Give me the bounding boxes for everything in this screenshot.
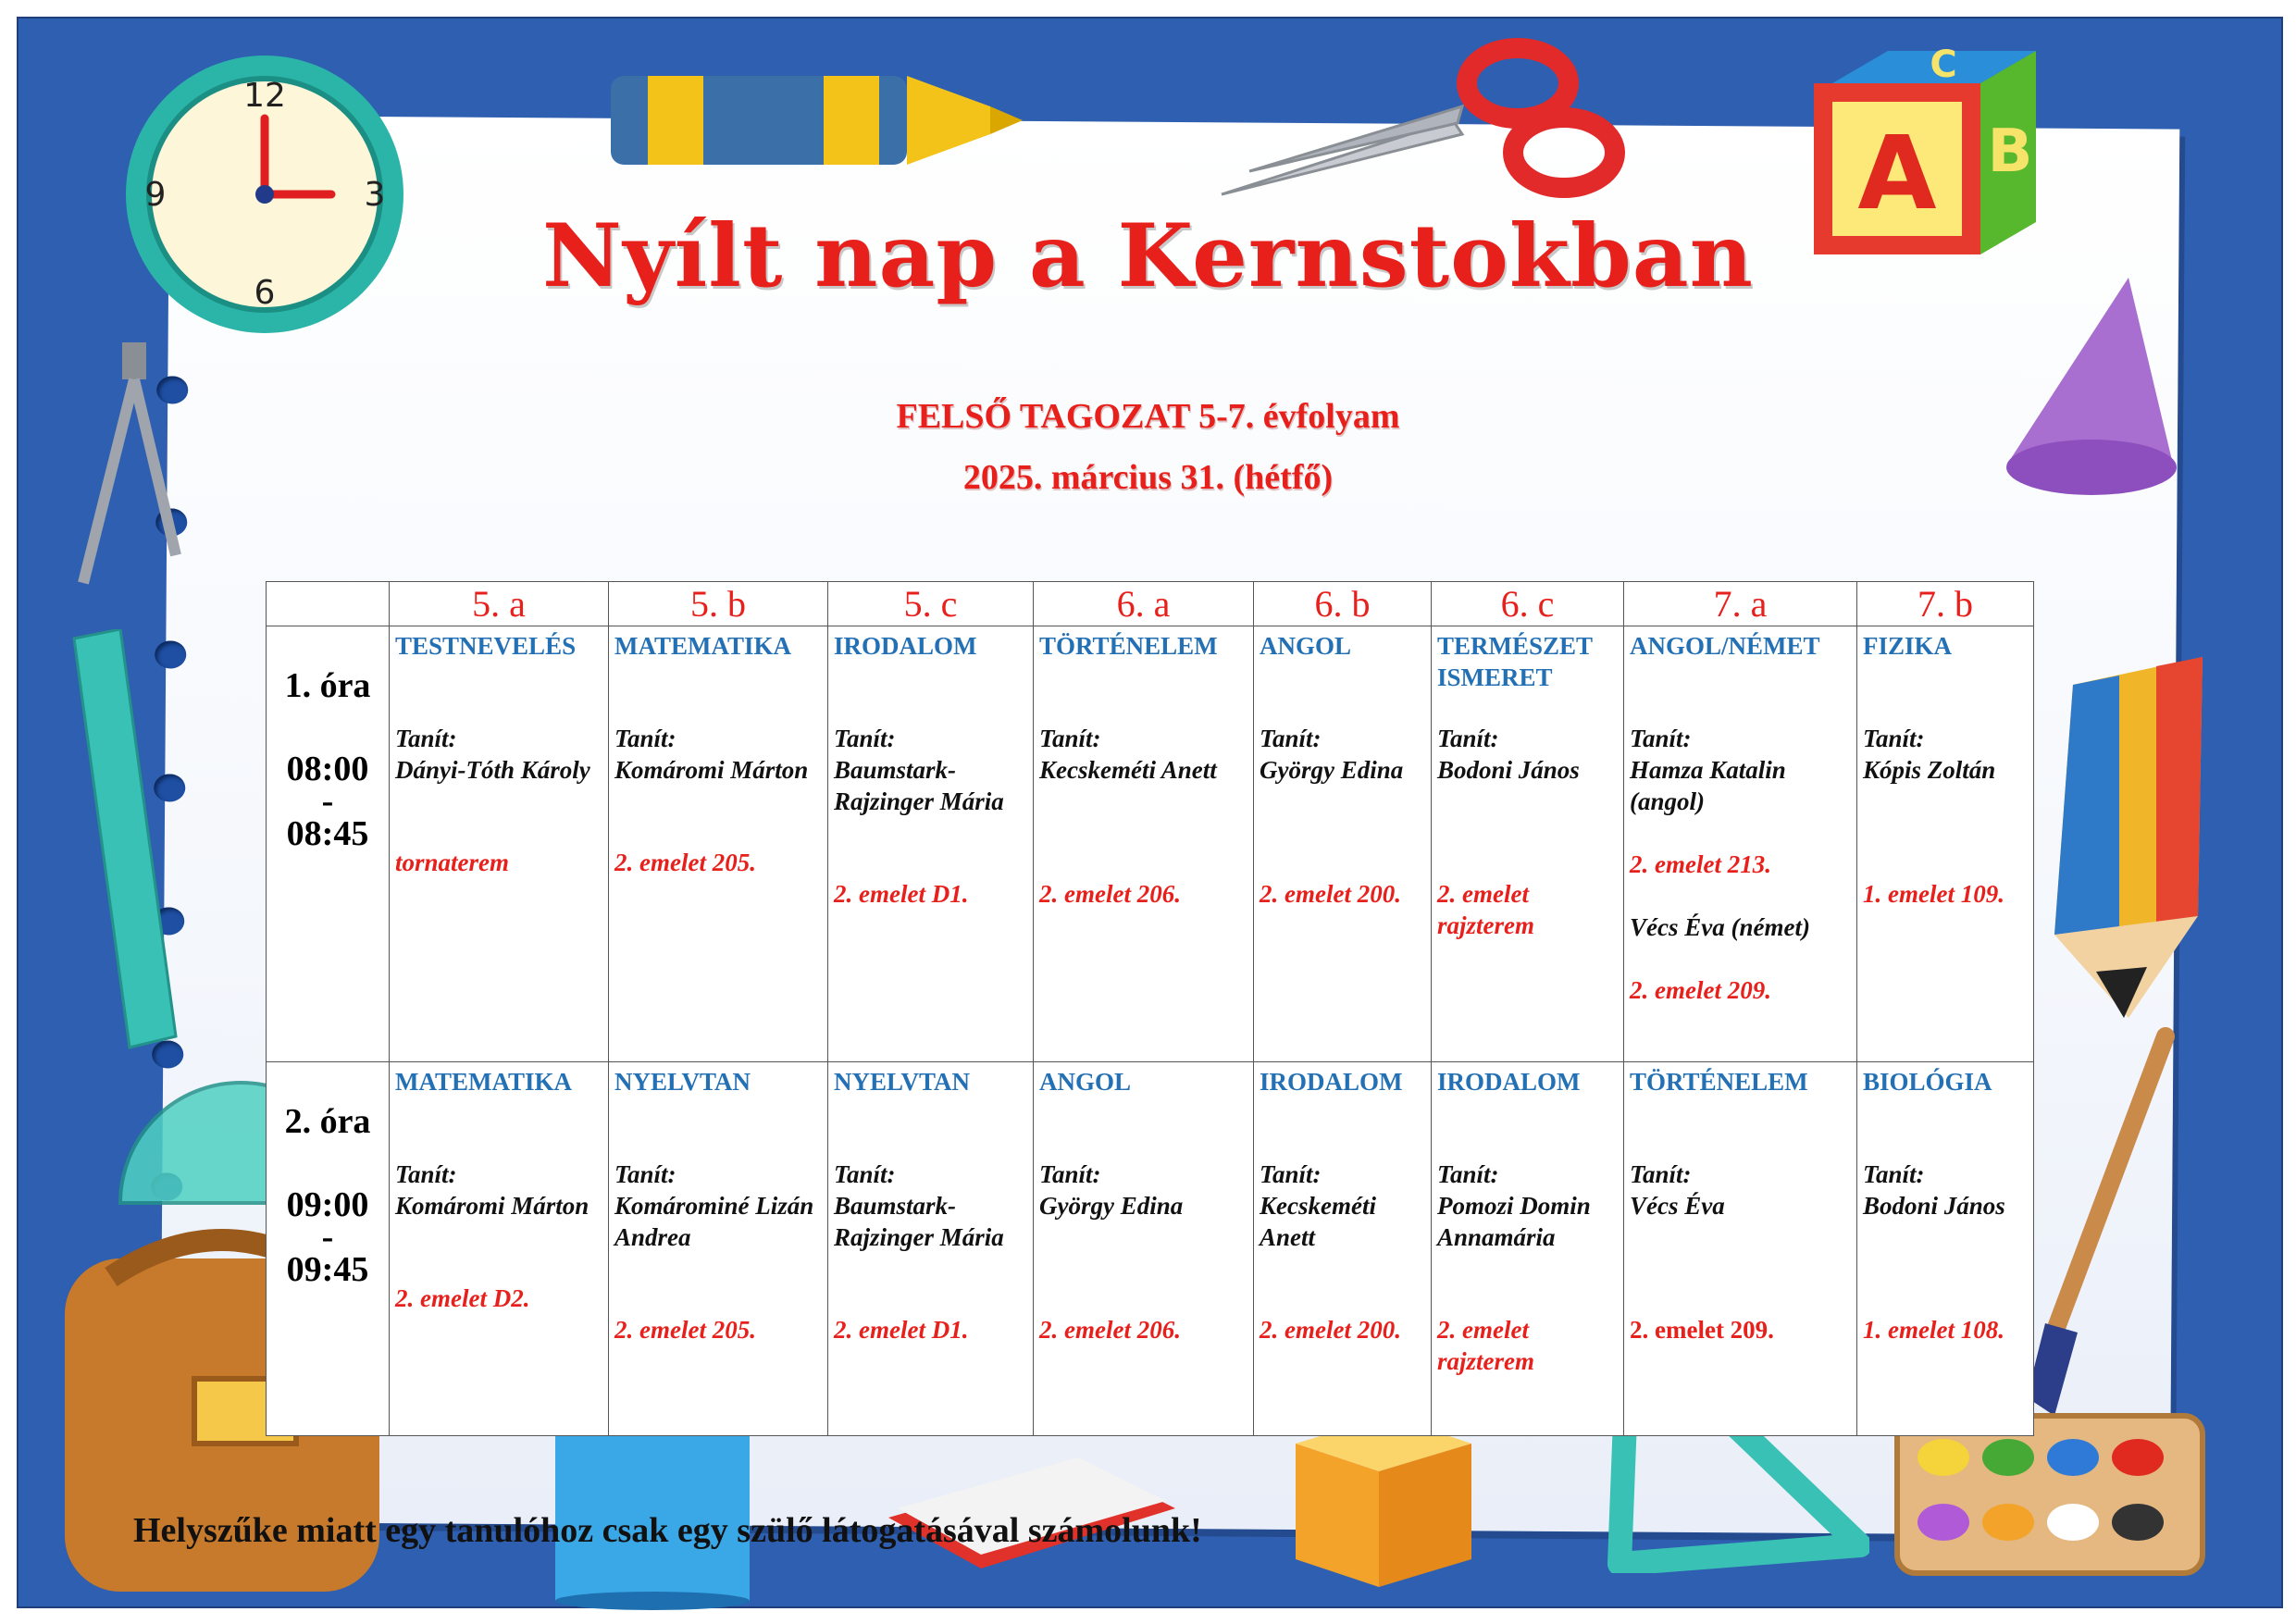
- lesson-cell: [1034, 1061, 1254, 1435]
- subject: IRODALOM: [834, 632, 977, 661]
- teacher-name: Kecskeméti Anett: [1260, 1191, 1376, 1251]
- lesson-cell: [828, 626, 1034, 1062]
- room: 2. emelet 206.: [1039, 1315, 1181, 1344]
- pencil-icon: [2017, 648, 2221, 1036]
- room: 1. emelet 109.: [1863, 880, 2004, 909]
- class-header: 6. b: [1254, 582, 1432, 626]
- period-label: 2. óra: [284, 1101, 371, 1141]
- teacher-name: Kecskeméti Anett: [1039, 756, 1217, 785]
- teacher-name: Komáromi Márton: [614, 756, 809, 785]
- room: 2. emelet D1.: [834, 880, 969, 909]
- paintbrush-icon: [2017, 1027, 2184, 1434]
- teacher-label: Tanít:: [1039, 1159, 1101, 1188]
- clock-number: 9: [144, 176, 167, 214]
- subject: MATEMATIKA: [614, 632, 791, 661]
- teacher-name: Bodoni János: [1863, 1191, 2005, 1220]
- subject: TÖRTÉNELEM: [1630, 1067, 1808, 1096]
- teacher-label: Tanít:: [1863, 725, 1925, 753]
- teacher-label: Tanít:: [834, 725, 896, 753]
- period-dash: -: [321, 1217, 334, 1257]
- subject: TESTNEVELÉS: [395, 632, 577, 661]
- room: 2. emelet 205.: [614, 849, 756, 877]
- class-header: 6. c: [1432, 582, 1624, 626]
- period-dash: -: [321, 782, 334, 822]
- room: 2. emelet 200.: [1260, 1315, 1401, 1344]
- teacher-label: Tanít:: [1260, 1159, 1322, 1188]
- header-row: [267, 582, 2034, 626]
- subject: BIOLÓGIA: [1863, 1067, 1992, 1096]
- teacher-label: Tanít:: [1437, 1159, 1499, 1188]
- teacher-name: Dányi-Tóth Károly: [395, 756, 590, 785]
- teacher-name: Kópis Zoltán: [1863, 756, 1996, 785]
- subject: NYELVTAN: [614, 1067, 751, 1096]
- teacher-name: Baumstark-Rajzinger Mária: [834, 1191, 1004, 1251]
- teacher-label: Tanít:: [1260, 725, 1322, 753]
- teacher-name: Pomozi Domin Annamária: [1437, 1191, 1591, 1251]
- lesson-cell: [1034, 626, 1254, 1062]
- subject: IRODALOM: [1260, 1067, 1403, 1096]
- teacher-name: Komáromi Márton: [395, 1191, 590, 1220]
- subject: ANGOL/NÉMET: [1630, 632, 1820, 661]
- lesson-cell: [1254, 1061, 1432, 1435]
- lesson-cell: [1254, 626, 1432, 1062]
- footer-note: Helyszűke miatt egy tanulóhoz csak egy szülő látogatásával számolunk!: [133, 1511, 1202, 1550]
- lesson-cell: [1624, 626, 1857, 1062]
- subject: TÖRTÉNELEM: [1039, 632, 1218, 661]
- lesson-cell: [1857, 1061, 2034, 1435]
- lesson-cell: [609, 1061, 828, 1435]
- table-row: [267, 626, 2034, 1062]
- room: 1. emelet 108.: [1863, 1315, 2004, 1344]
- period-start: 08:00: [286, 750, 369, 789]
- teacher-name: Bodoni János: [1437, 756, 1580, 785]
- lesson-cell: [1624, 1061, 1857, 1435]
- subject: ANGOL: [1039, 1067, 1132, 1096]
- room: 2. emelet D2.: [395, 1283, 530, 1312]
- block-letter: A: [1857, 114, 1937, 232]
- teacher-label: Tanít:: [834, 1159, 896, 1188]
- clock-number: 3: [364, 176, 386, 214]
- teacher-name-2: Vécs Éva (német): [1630, 913, 1810, 942]
- period-label: 1. óra: [284, 666, 371, 706]
- class-header: 5. b: [609, 582, 828, 626]
- lesson-cell: [1432, 1061, 1624, 1435]
- class-header: 5. a: [390, 582, 609, 626]
- subtitle-grade: FELSŐ TAGOZAT 5-7. évfolyam: [896, 397, 1400, 436]
- lesson-cell: [390, 626, 609, 1062]
- subtitle-date: 2025. március 31. (hétfő): [962, 458, 1334, 497]
- page-title: Nyílt nap a Kernstokban: [542, 205, 1754, 307]
- period-end: 09:45: [286, 1249, 369, 1289]
- teacher-name: Vécs Éva: [1630, 1191, 1725, 1220]
- room: 2. emelet 206.: [1039, 880, 1181, 909]
- room-2: 2. emelet 209.: [1630, 976, 1771, 1005]
- lesson-cell: [1857, 626, 2034, 1062]
- teacher-label: Tanít:: [1630, 725, 1692, 753]
- subject: ANGOL: [1260, 632, 1352, 661]
- period-cell: [267, 1061, 390, 1435]
- teacher-name: Komárominé Lizán Andrea: [614, 1191, 814, 1251]
- teacher-name: György Edina: [1260, 756, 1404, 785]
- block-letter: B: [1987, 118, 2033, 186]
- subject: IRODALOM: [1437, 1067, 1581, 1096]
- ruler-icon: [56, 629, 185, 1055]
- room: 2. emelet 205.: [614, 1315, 756, 1344]
- period-cell: [267, 626, 390, 1062]
- corner-cell: [267, 582, 390, 626]
- subject: FIZIKA: [1863, 632, 1953, 661]
- table-row: [267, 1061, 2034, 1435]
- teacher-label: Tanít:: [395, 1159, 457, 1188]
- teacher-name: György Edina: [1039, 1191, 1184, 1220]
- room: tornaterem: [395, 849, 510, 877]
- lesson-cell: [1432, 626, 1624, 1062]
- teacher-label: Tanít:: [1863, 1159, 1925, 1188]
- block-letter: C: [1930, 46, 1957, 86]
- period-start: 09:00: [286, 1184, 369, 1224]
- class-header: 5. c: [828, 582, 1034, 626]
- scissors-icon: [1212, 32, 1638, 208]
- teacher-label: Tanít:: [1630, 1159, 1692, 1188]
- teacher-label: Tanít:: [1437, 725, 1499, 753]
- subject: TERMÉSZET ISMERET: [1437, 632, 1593, 692]
- teacher-label: Tanít:: [614, 1159, 676, 1188]
- room: 2. emelet 213.: [1630, 850, 1771, 879]
- teacher-label: Tanít:: [395, 725, 457, 753]
- room: 2. emelet rajzterem: [1437, 1315, 1534, 1375]
- room: 2. emelet D1.: [834, 1315, 969, 1344]
- teacher-name: Baumstark-Rajzinger Mária: [834, 756, 1004, 816]
- lesson-cell: [609, 626, 828, 1062]
- period-end: 08:45: [286, 814, 369, 854]
- schedule-table: [266, 581, 2034, 1436]
- subject: NYELVTAN: [834, 1067, 971, 1096]
- subject: MATEMATIKA: [395, 1067, 572, 1096]
- teacher-name: Hamza Katalin (angol): [1630, 756, 1786, 816]
- class-header: 7. a: [1624, 582, 1857, 626]
- clock-number: 6: [254, 274, 276, 312]
- room: 2. emelet 200.: [1260, 880, 1401, 909]
- lesson-cell: [828, 1061, 1034, 1435]
- crayon-icon: [602, 56, 1027, 185]
- class-header: 7. b: [1857, 582, 2034, 626]
- teacher-label: Tanít:: [614, 725, 676, 753]
- lesson-cell: [390, 1061, 609, 1435]
- clock-number: 12: [243, 77, 286, 115]
- teacher-label: Tanít:: [1039, 725, 1101, 753]
- room: 2. emelet 209.: [1630, 1315, 1774, 1344]
- class-header: 6. a: [1034, 582, 1254, 626]
- room: 2. emelet rajzterem: [1437, 880, 1534, 940]
